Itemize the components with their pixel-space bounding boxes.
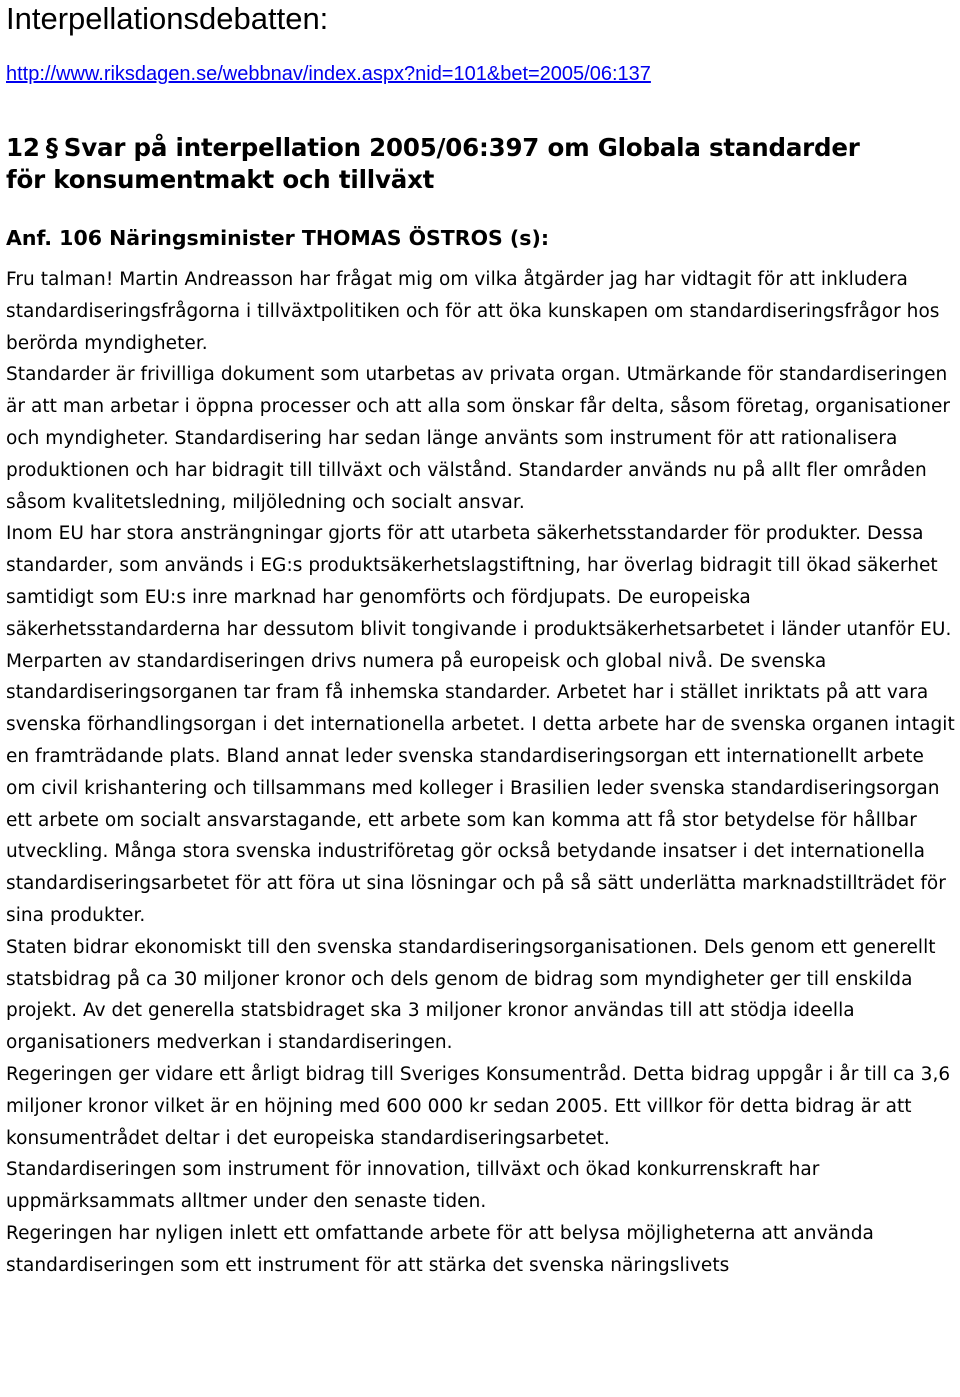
source-link[interactable]: http://www.riksdagen.se/webbnav/index.aspx?nid=101&bet=2005/06:137 (6, 63, 651, 85)
section-symbol: § (45, 133, 58, 162)
section-title (6, 132, 956, 196)
section-number: 12 (6, 133, 40, 162)
page-title: Interpellationsdebatten: (6, 1, 329, 36)
paragraph: Standarder är frivilliga dokument som utarbetas av privata organ. Utmärkande för standardiseringen är att man arbetar i öppna processer och att alla som önskar får delta, såsom företag, organisationer och myndigheter. Standardisering har sedan länge använts som instrument för att rationalisera produktionen och har bidragit till tillväxt och välstånd. Standarder används nu på allt fler områden såsom kvalitetsledning, miljöledning och socialt ansvar. (6, 364, 951, 513)
paragraph: Staten bidrar ekonomiskt till den svenska standardiseringsorganisationen. Dels genom ett generellt statsbidrag på ca 30 miljoner kronor och dels genom de bidrag som myndigheter ger till enskilda projekt. Av det generella statsbidraget ska 3 miljoner kronor användas till att stödja ideella organisationers medverkan i standardiseringen. (6, 936, 936, 1054)
paragraph: Fru talman! Martin Andreasson har frågat mig om vilka åtgärder jag har vidtagit för att inkludera standardiseringsfrågorna i tillväxtpolitiken och för att öka kunskapen om standardiseringsfrågor hos berörda myndigheter. (6, 269, 940, 354)
paragraph: Standardiseringen som instrument för innovation, tillväxt och ökad konkurrenskraft har uppmärksammats alltmer under den senaste tiden. (6, 1159, 820, 1213)
speaker-heading: Anf. 106 Näringsminister THOMAS ÖSTROS (s): (6, 226, 550, 250)
section-title-line1: Svar på interpellation 2005/06:397 om Globala standarder (63, 133, 860, 162)
document-page (6, 0, 956, 1282)
paragraph: Regeringen har nyligen inlett ett omfattande arbete för att belysa möjligheterna att använda standardiseringen som ett instrument för att stärka det svenska näringslivets (6, 1222, 874, 1276)
speech-body (6, 264, 956, 1282)
paragraph: Merparten av standardiseringen drivs numera på europeisk och global nivå. De svenska standardiseringsorganen tar fram få inhemska standarder. Arbetet har i stället inriktats på att vara svenska förhandlingsorgan i det internationella arbetet. I detta arbete har de svenska organen intagit en framträdande plats. Bland annat leder svenska standardiseringsorgan ett internationellt arbete om civil krishantering och tillsammans med kolleger i Brasilien leder svenska standardiseringsorgan ett arbete om socialt ansvarstagande, ett arbete som kan komma att få stor betydelse för hållbar utveckling. Många stora svenska industriföretag gör också betydande insatser i det internationella standardiseringsarbetet för att föra ut sina lösningar och på så sätt underlätta marknadstillträdet för sina produkter. (6, 650, 955, 926)
section-title-line2: för konsumentmakt och tillväxt (6, 165, 435, 194)
paragraph: Regeringen ger vidare ett årligt bidrag till Sveriges Konsumentråd. Detta bidrag uppgår i år till ca 3,6 miljoner kronor vilket är en höjning med 600 000 kr sedan 2005. Ett villkor för detta bidrag är att konsumentrådet deltar i det europeiska standardiseringsarbetet. (6, 1063, 951, 1149)
paragraph: Inom EU har stora ansträngningar gjorts för att utarbeta säkerhetsstandarder för produkter. Dessa standarder, som används i EG:s produktsäkerhetslagstiftning, har överlag bidragit till ökad säkerhet samtidigt som EU:s inre marknad har genomförts och fördjupats. De europeiska säkerhetsstandarderna har dessutom blivit tongivande i produktsäkerhetsarbetet i länder utanför EU. (6, 523, 952, 640)
